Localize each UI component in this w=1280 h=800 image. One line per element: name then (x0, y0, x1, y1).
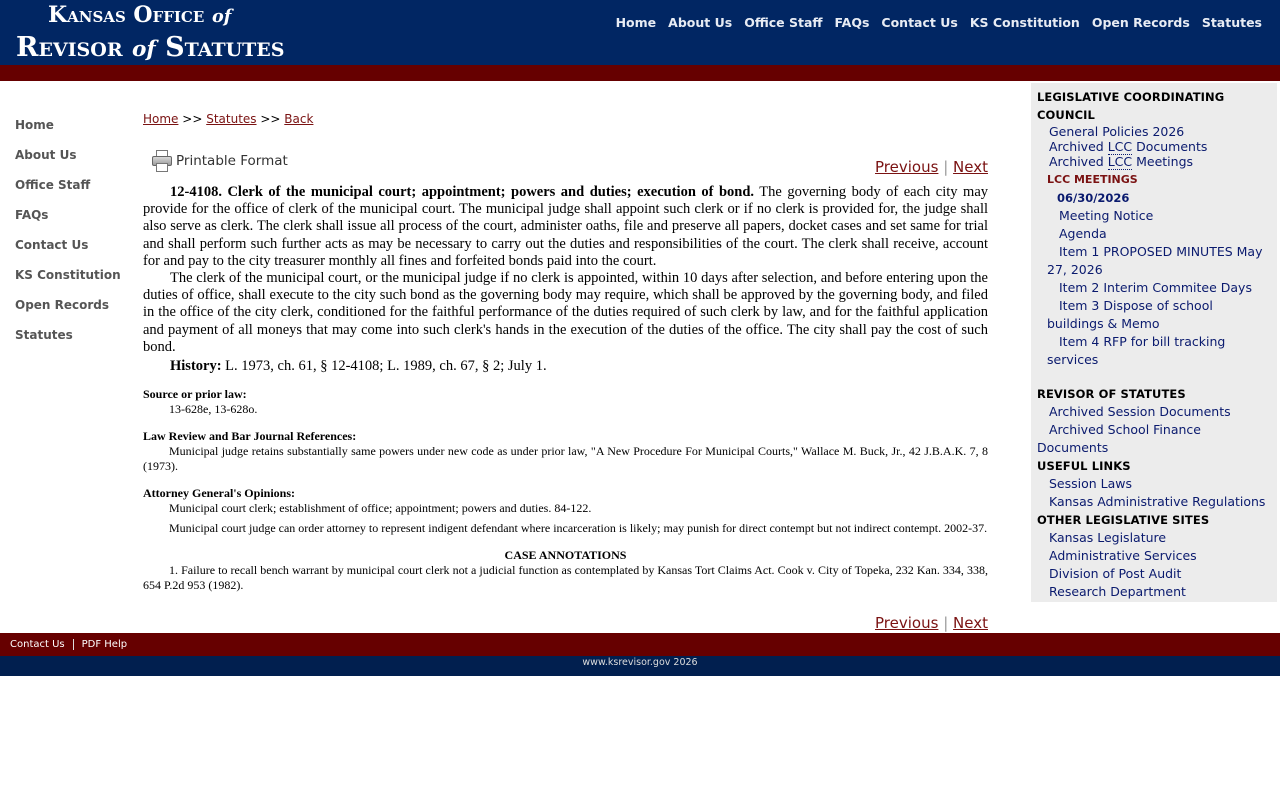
item-1-link[interactable]: Item 1 PROPOSED MINUTES May 27, 2026 (1047, 244, 1263, 277)
link-text: Documents (1136, 139, 1208, 154)
general-policies-link[interactable]: General Policies 2026 (1049, 124, 1185, 139)
leftnav-ks-constitution[interactable]: KS Constitution (15, 268, 121, 282)
link-text: Meetings (1136, 154, 1194, 169)
site-header (0, 0, 1280, 65)
previous-link[interactable]: Previous (875, 158, 939, 176)
header-accent-bar (0, 65, 1280, 81)
statute-paragraph-1 (143, 184, 988, 270)
topnav-faqs[interactable]: FAQs (834, 15, 870, 30)
history-text: L. 1973, ch. 61, § 12-4108; L. 1989, ch. 67, § 2; July 1. (221, 358, 547, 375)
leftnav-about-us[interactable]: About Us (15, 148, 77, 162)
footer-divider (73, 639, 74, 650)
archived-lcc-documents-link[interactable] (1037, 139, 1271, 154)
meeting-notice-link[interactable]: Meeting Notice (1059, 208, 1154, 223)
leftnav-open-records[interactable]: Open Records (15, 298, 110, 312)
case-annotation-1: 1. Failure to recall bench warrant by municipal court clerk not a judicial function as contemplated by Kansas Tort Claims Act. Cook v. City of Topeka, 232 Kan. 334, 338, 654 P.2d 953 (1982). (143, 563, 988, 593)
research-department-link[interactable]: Research Department (1049, 584, 1186, 599)
archived-school-finance-link[interactable]: Archived School Finance Documents (1037, 422, 1201, 455)
logo-text: Statutes (165, 32, 285, 63)
printable-format-label: Printable Format (176, 153, 288, 169)
breadcrumb-back[interactable]: Back (284, 112, 314, 126)
pagination-bottom (875, 614, 988, 632)
right-sidebar (1031, 83, 1277, 602)
useful-links-heading: USEFUL LINKS (1037, 459, 1131, 473)
topnav-statutes[interactable]: Statutes (1201, 15, 1262, 30)
main-content (143, 112, 988, 593)
law-review-text: Municipal judge retains substantially same powers under new code as under prior law, "A New Procedure For Municipal Courts," Wallace M. Buck, Jr., 42 J.B.A.K. 7, 8 (1973). (143, 444, 988, 474)
other-sites-heading: OTHER LEGISLATIVE SITES (1037, 513, 1210, 527)
left-navigation (15, 118, 121, 358)
lcc-meetings-subheading: LCC MEETINGS (1047, 173, 1138, 186)
printer-icon (151, 149, 173, 173)
toolbar (143, 134, 988, 184)
topnav-contact-us[interactable]: Contact Us (881, 15, 958, 30)
next-link[interactable]: Next (953, 614, 988, 632)
lcc-heading: LEGISLATIVE COORDINATING COUNCIL (1037, 90, 1225, 122)
pagination-separator: | (943, 158, 949, 176)
previous-link[interactable]: Previous (875, 614, 939, 632)
item-3-link[interactable]: Item 3 Dispose of school buildings & Memo (1047, 298, 1213, 331)
breadcrumb-statutes[interactable]: Statutes (206, 112, 257, 126)
footer-contact-us[interactable]: Contact Us (10, 639, 65, 650)
meeting-date: 06/30/2026 (1057, 191, 1130, 205)
source-heading: Source or prior law: (143, 387, 247, 402)
case-annotations-heading: CASE ANNOTATIONS (504, 548, 627, 563)
topnav-ks-constitution[interactable]: KS Constitution (969, 15, 1080, 30)
logo-text: of (211, 6, 232, 27)
statute-history (143, 358, 988, 375)
breadcrumb (143, 112, 988, 134)
agenda-link[interactable]: Agenda (1059, 226, 1107, 241)
ag-opinion-1: Municipal court clerk; establishment of office; appointment; powers and duties. 84-122. (169, 501, 592, 516)
link-text: Archived (1049, 139, 1104, 154)
printable-format-link[interactable] (151, 149, 288, 173)
item-4-link[interactable]: Item 4 RFP for bill tracking services (1047, 334, 1226, 367)
pagination-top (875, 158, 988, 176)
leftnav-contact-us[interactable]: Contact Us (15, 238, 89, 252)
ag-opinions-heading: Attorney General's Opinions: (143, 486, 295, 501)
breadcrumb-separator: >> (182, 112, 203, 126)
statute-text (143, 184, 988, 375)
ag-opinion-2: Municipal court judge can order attorney to represent indigent defendant where incarceration is likely; may punish for direct contempt but not indirect contempt. 2002-37. (169, 521, 988, 536)
leftnav-statutes[interactable]: Statutes (15, 328, 73, 342)
topnav-home[interactable]: Home (615, 15, 657, 30)
lcc-abbreviation: LCC (1107, 154, 1133, 169)
kansas-admin-regulations-link[interactable]: Kansas Administrative Regulations (1049, 494, 1266, 509)
footer-pdf-help[interactable]: PDF Help (81, 639, 128, 650)
item-2-link[interactable]: Item 2 Interim Commitee Days (1059, 280, 1252, 295)
history-label: History: (170, 358, 222, 375)
logo-text: Revisor (16, 32, 123, 63)
link-text: Archived (1049, 154, 1104, 169)
breadcrumb-home[interactable]: Home (143, 112, 179, 126)
next-link[interactable]: Next (953, 158, 988, 176)
logo-text: of (132, 37, 156, 62)
archived-lcc-meetings-link[interactable] (1037, 154, 1271, 169)
leftnav-office-staff[interactable]: Office Staff (15, 178, 91, 192)
statute-text-body: The governing body of each city may provide for the office of clerk of the municipal court. The municipal judge shall appoint such clerk or if no clerk is provided for, the judge shall also serve as clerk. The clerk shall issue all process of the court, administer oaths, file and preserve all papers, docket cases and set same for trial and shall perform such further acts as may be necessary to carry out the duties and responsibilities of the court. The clerk shall receive, account for and pay to the city treasurer monthly all fines and forfeited bonds paid into the court. (143, 184, 988, 269)
source-text: 13-628e, 13-628o. (169, 402, 258, 417)
logo-line-1 (48, 4, 231, 26)
revisor-heading: REVISOR OF STATUTES (1037, 387, 1186, 401)
breadcrumb-separator: >> (260, 112, 281, 126)
law-review-heading: Law Review and Bar Journal References: (143, 429, 357, 444)
section-title: 12-4108. Clerk of the municipal court; appointment; powers and duties; execution of bond. (170, 184, 755, 200)
footer-copyright: www.ksrevisor.gov 2026 (0, 656, 1280, 676)
logo-text: Kansas Office (48, 2, 205, 28)
division-of-post-audit-link[interactable]: Division of Post Audit (1049, 566, 1182, 581)
leftnav-home[interactable]: Home (15, 118, 54, 132)
topnav-open-records[interactable]: Open Records (1091, 15, 1190, 30)
top-navigation (616, 15, 1262, 30)
statute-paragraph-2: The clerk of the municipal court, or the municipal judge if no clerk is appointed, within 10 days after selection, and before entering upon the duties of office, shall execute to the city such bond as the governing body may require, which shall be approved by the governing body, and filed in the office of the city clerk, conditioned for the faithful performance of the duties required of such clerk by law, and for the faithful application and payment of all moneys that may come into such clerk's hands in the execution of the duties of the office. The city shall pay the cost of such bond. (143, 270, 988, 355)
footer-links (0, 633, 1280, 656)
archived-session-documents-link[interactable]: Archived Session Documents (1049, 404, 1231, 419)
topnav-about-us[interactable]: About Us (668, 15, 733, 30)
kansas-legislature-link[interactable]: Kansas Legislature (1049, 530, 1167, 545)
administrative-services-link[interactable]: Administrative Services (1049, 548, 1197, 563)
logo-line-2 (16, 34, 285, 61)
session-laws-link[interactable]: Session Laws (1049, 476, 1133, 491)
leftnav-faqs[interactable]: FAQs (15, 208, 49, 222)
lcc-abbreviation: LCC (1107, 139, 1133, 154)
pagination-separator: | (943, 614, 949, 632)
topnav-office-staff[interactable]: Office Staff (744, 15, 823, 30)
